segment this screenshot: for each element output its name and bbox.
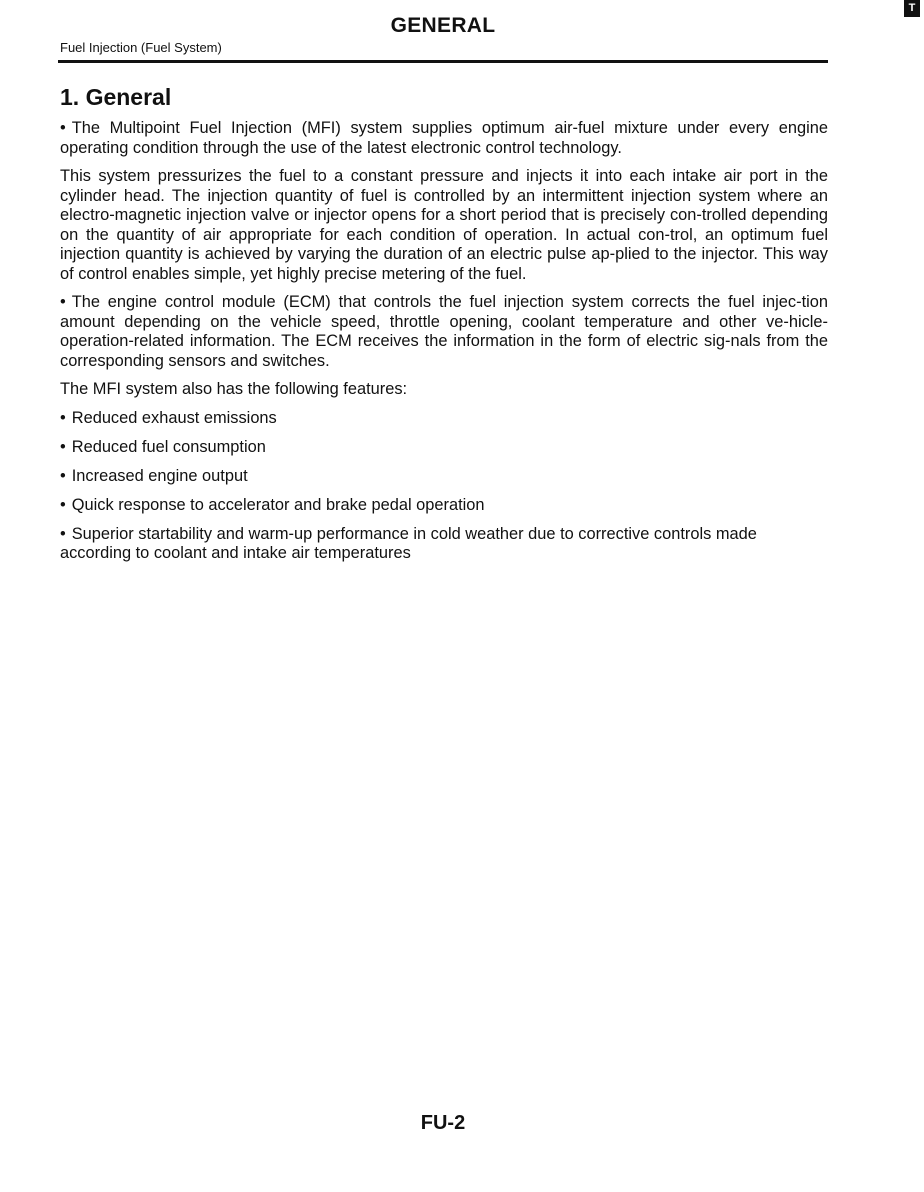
- list-item: • Reduced fuel consumption: [60, 437, 266, 456]
- page-title: GENERAL: [390, 14, 496, 37]
- paragraph-text: The engine control module (ECM) that controls the fuel injection system corrects the fuel injec-tion amount depending on the vehicle speed, throttle opening, coolant temperature and other ve-hicle-operation-related information. The ECM receives the information in the form of electric sig-nals from the corresponding sensors and switches.: [60, 293, 828, 370]
- bullet-icon: •: [60, 524, 66, 543]
- bullet-icon: •: [60, 293, 66, 311]
- breadcrumb: Fuel Injection (Fuel System): [60, 40, 222, 55]
- paragraph-text: The Multipoint Fuel Injection (MFI) system supplies optimum air-fuel mixture under every engine operating condition through the use of the latest electronic control technology.: [60, 119, 828, 157]
- main-content: [60, 84, 828, 573]
- corner-tab-marker: T: [904, 0, 920, 17]
- list-item: • Increased engine output: [60, 466, 248, 485]
- header-rule: [58, 60, 828, 63]
- section-heading: 1. General: [60, 84, 172, 110]
- paragraph-intro: [60, 119, 828, 158]
- bullet-icon: •: [60, 408, 66, 427]
- page-number: FU-2: [420, 1112, 466, 1134]
- paragraph-ecm: [60, 293, 828, 371]
- list-item: • Quick response to accelerator and brake pedal operation: [60, 495, 485, 514]
- bullet-icon: •: [60, 466, 66, 485]
- feature-list: [60, 409, 828, 564]
- paragraph-features-intro: The MFI system also has the following features:: [60, 380, 408, 398]
- bullet-icon: •: [60, 495, 66, 514]
- paragraph-pressurization: This system pressurizes the fuel to a constant pressure and injects it into each intake air port in the cylinder head. The injection quantity of fuel is controlled by an intermittent injection system where an electro-magnetic injection valve or injector opens for a short period that is precisely con-trolled depending on the quantity of air appropriate for each condition of operation. In actual con-trol, an optimum fuel injection quantity is achieved by varying the duration of an electric pulse ap-plied to the injector. This way of control enables simple, yet highly precise metering of the fuel.: [60, 167, 828, 283]
- list-item: • Reduced exhaust emissions: [60, 408, 277, 427]
- bullet-icon: •: [60, 119, 66, 137]
- bullet-icon: •: [60, 437, 66, 456]
- list-item: • Superior startability and warm-up performance in cold weather due to corrective controls made according to coolant and intake air temperatures: [60, 524, 757, 562]
